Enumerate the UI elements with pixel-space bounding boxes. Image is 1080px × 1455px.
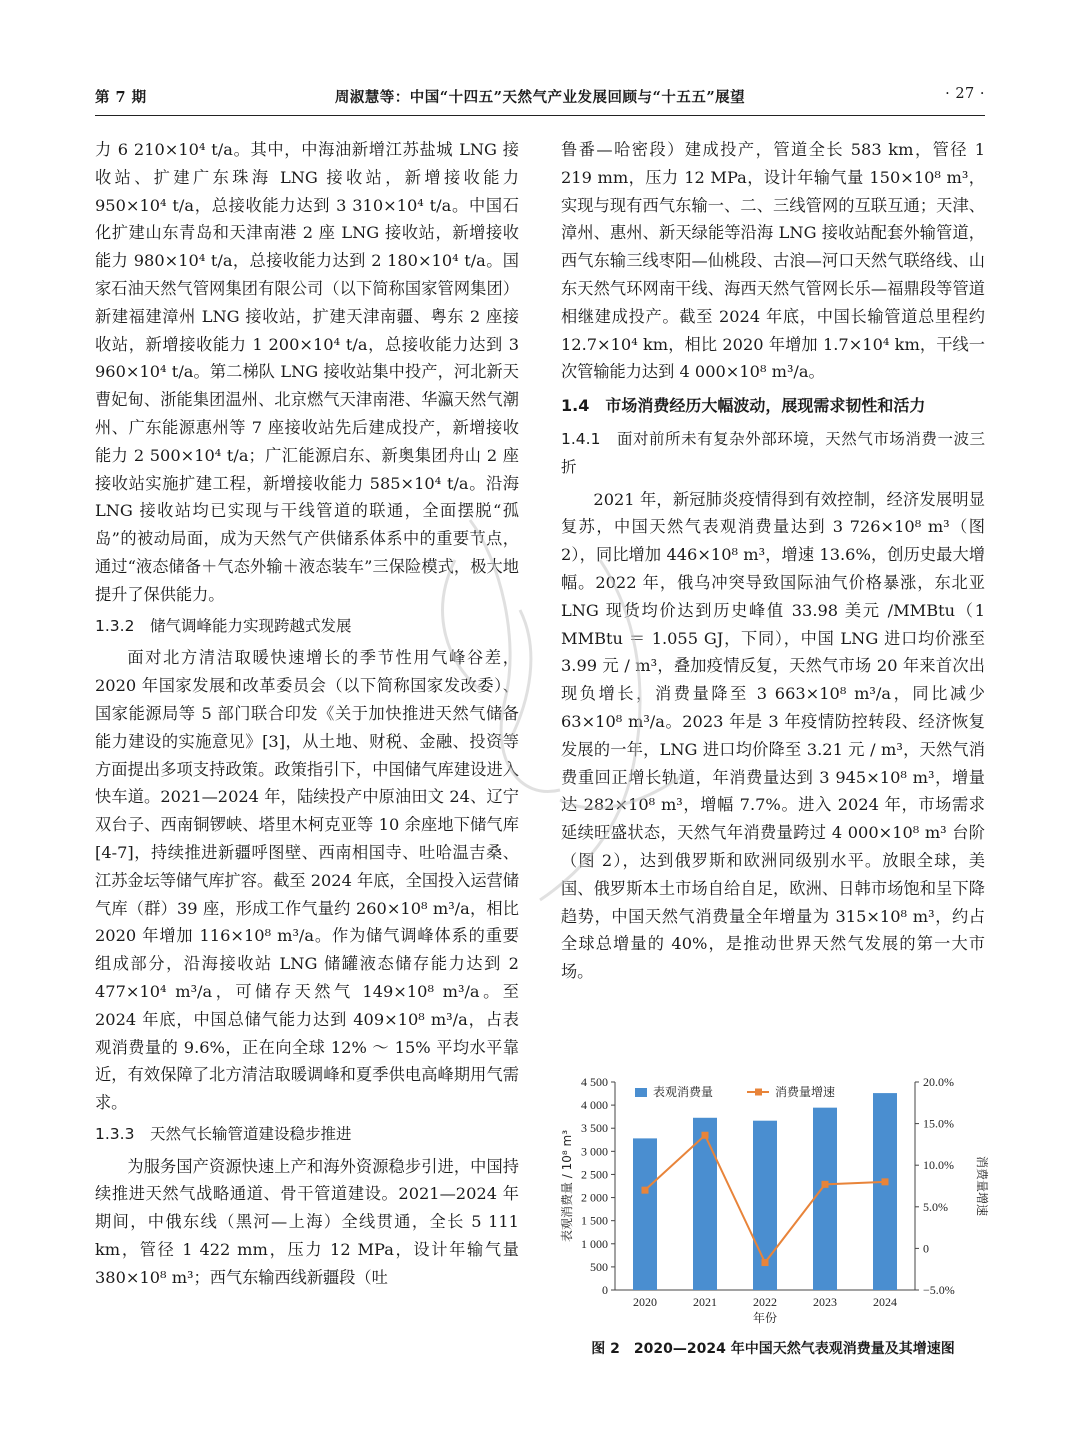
paragraph: 力 6 210×10⁴ t/a。其中，中海油新增江苏盐城 LNG 接收站、扩建广东珠海 LNG 接收站，新增接收能力 950×10⁴ t/a，总接收能力达到 3 310×10⁴ t/a。中国石化扩建山东青岛和天津南港 2 座 LNG 接收站，新增接收能力 980×10⁴ t/a，总接收能力达到 2 180×10⁴ t/a。国家石油天然气管网集团有限公司（以下简称国家管网集团）新建福建漳州 LNG 接收站，扩建天津南疆、粤东 2 座接收站，新增接收能力 1 200×10⁴ t/a，总接收能力达到 3 960×10⁴ t/a。第二梯队 LNG 接收站集中投产，河北新天曹妃甸、浙能集团温州、北京燃气天津南港、华瀛天然气潮州、广东能源惠州等 7 座接收站先后建成投产，新增接收能力 2 500×10⁴ t/a；广汇能源启东、新奥集团舟山 2 座接收站实施扩建工程，新增接收能力 585×10⁴ t/a。沿海 LNG 接收站均已实现与干线管道的联通，全面摆脱“孤岛”的被动局面，成为天然气产供储系体系中的重要节点，通过“液态储备＋气态外输＋液态装车”三保险模式，极大地提升了保供能力。 <box>95 140 519 604</box>
y-tick-label: 3 000 <box>581 1144 608 1159</box>
y2-axis-title: 消费量增速 <box>975 1155 989 1217</box>
y-tick-label: 4 500 <box>581 1075 608 1089</box>
right-column <box>561 136 985 986</box>
header-rule <box>95 115 985 116</box>
y2-tick-label: 5.0% <box>923 1199 948 1214</box>
y-tick-label: 1 500 <box>581 1213 608 1228</box>
figure-caption-text: 2020—2024 年中国天然气表观消费量及其增速图 <box>633 1341 955 1357</box>
legend-line-label: 消费量增速 <box>775 1085 836 1099</box>
y-axis-title: 表观消费量 / 10⁸ m³ <box>560 1129 574 1243</box>
x-tick-label: 2022 <box>753 1295 777 1309</box>
y2-tick-label: 0 <box>923 1241 929 1256</box>
section-heading-1-4-1: 1.4.1 面对前所未有复杂外部环境，天然气市场消费一波三折 <box>561 429 985 476</box>
y2-tick-label: −5.0% <box>923 1283 955 1297</box>
y-tick-label: 3 500 <box>581 1121 608 1136</box>
y-tick-label: 0 <box>602 1283 608 1297</box>
x-tick-label: 2020 <box>633 1295 657 1309</box>
bar <box>633 1138 657 1290</box>
y-tick-label: 1 000 <box>581 1236 608 1251</box>
figure-2-chart <box>553 1068 993 1348</box>
paragraph: 2021 年，新冠肺炎疫情得到有效控制，经济发展明显复苏，中国天然气表观消费量达到 3 726×10⁸ m³（图 2），同比增加 446×10⁸ m³，增速 13.6%，创历史最大增幅。2022 年，俄乌冲突导致国际油气价格暴涨，东北亚 LNG 现货均价达到历史峰值 33.98 美元 /MMBtu（1 MMBtu ＝ 1.055 GJ，下同），中国 LNG 进口均价涨至 3.99 元 / m³，叠加疫情反复，天然气市场 20 年来首次出现负增长，消费量降至 3 663×10⁸ m³/a，同比减少 63×10⁸ m³/a。2023 年是 3 年疫情防控转段、经济恢复发展的一年，LNG 进口均价降至 3.21 元 / m³，天然气消费重回正增长轨道，年消费量达到 3 945×10⁸ m³，增量达 282×10⁸ m³，增幅 7.7%。进入 2024 年，市场需求延续旺盛状态，天然气年消费量跨过 4 000×10⁸ m³ 台阶（图 2），达到俄罗斯和欧洲同级别水平。放眼全球，美国、俄罗斯本土市场自给自足，欧洲、日韩市场饱和呈下降趋势，中国天然气消费量全年增量为 315×10⁸ m³，约占全球总增量的 40%，是推动世界天然气发展的第一大市场。 <box>561 489 985 982</box>
x-tick-label: 2021 <box>693 1295 717 1309</box>
legend-bar-label: 表观消费量 <box>653 1085 714 1099</box>
x-tick-label: 2023 <box>813 1295 837 1309</box>
y-tick-label: 2 500 <box>581 1167 608 1182</box>
section-heading-1-4: 1.4 市场消费经历大幅波动，展现需求韧性和活力 <box>561 396 926 416</box>
issue-number: 第 7 期 <box>95 89 147 106</box>
bar <box>813 1108 837 1290</box>
legend-bar-swatch <box>635 1088 647 1097</box>
chart-svg <box>553 1068 993 1348</box>
growth-point <box>642 1187 649 1194</box>
growth-point <box>822 1181 829 1188</box>
y2-tick-label: 15.0% <box>923 1116 954 1131</box>
bar <box>873 1093 897 1290</box>
y-tick-label: 2 000 <box>581 1190 608 1205</box>
growth-point <box>882 1178 889 1185</box>
section-heading-1-3-3: 1.3.3 天然气长输管道建设稳步推进 <box>95 1124 352 1143</box>
y2-tick-label: 10.0% <box>923 1158 954 1173</box>
figure-caption <box>561 1338 985 1358</box>
growth-point <box>762 1259 769 1266</box>
paragraph: 为服务国产资源快速上产和海外资源稳步引进，中国持续推进天然气战略通道、骨干管道建设。2021—2024 年期间，中俄东线（黑河—上海）全线贯通，全长 5 111 km，管径 1 422 mm，压力 12 MPa，设计年输气量 380×10⁸ m³；西气东输西线新疆段（吐 <box>95 1156 519 1287</box>
growth-point <box>702 1132 709 1139</box>
y2-tick-label: 20.0% <box>923 1075 954 1089</box>
legend-line-marker <box>755 1089 762 1096</box>
paragraph: 鲁番—哈密段）建成投产，管道全长 583 km，管径 1 219 mm，压力 12 MPa，设计年输气量 150×10⁸ m³，实现与现有西气东输一、二、三线管网的互联互通；天津、漳州、惠州、新天绿能等沿海 LNG 接收站配套外输管道，西气东输三线枣阳—仙桃段、古浪—河口天然气联络线、山东天然气环网南干线、海西天然气管网长乐—福鼎段等管道相继建成投产。截至 2024 年底，中国长输管道总里程约 12.7×10⁴ km，相比 2020 年增加 1.7×10⁴ km，干线一次管输能力达到 4 000×10⁸ m³/a。 <box>561 140 985 382</box>
figure-label: 图 2 <box>591 1341 620 1357</box>
x-axis-title: 年份 <box>752 1311 778 1325</box>
section-heading-1-3-2: 1.3.2 储气调峰能力实现跨越式发展 <box>95 616 352 635</box>
left-column <box>95 136 519 1292</box>
y-tick-label: 4 000 <box>581 1098 608 1113</box>
running-title: 周淑慧等：中国“十四五”天然气产业发展回顾与“十五五”展望 <box>334 89 746 106</box>
paragraph: 面对北方清洁取暖快速增长的季节性用气峰谷差，2020 年国家发展和改革委员会（以下简称国家发改委）、国家能源局等 5 部门联合印发《关于加快推进天然气储备能力建设的实施意见》[3]，从土地、财税、金融、投资等方面提出多项支持政策。政策指引下，中国储气库建设进入快车道。2021—2024 年，陆续投产中原油田文 24、辽宁双台子、西南铜锣峡、塔里木柯克亚等 10 余座地下储气库 [4-7]，持续推进新疆呼图壁、西南相国寺、吐哈温吉桑、江苏金坛等储气库扩容。截至 2024 年底，全国投入运营储气库（群）39 座，形成工作气量约 260×10⁸ m³/a，相比 2020 年增加 116×10⁸ m³/a。作为储气调峰体系的重要组成部分，沿海接收站 LNG 储罐液态储存能力达到 2 477×10⁴ m³/a，可储存天然气 149×10⁸ m³/a。至 2024 年底，中国总储气能力达到 409×10⁸ m³/a，占表观消费量的 9.6%，正在向全球 12% ～ 15% 平均水平靠近，有效保障了北方清洁取暖调峰和夏季供电高峰期用气需求。 <box>95 648 519 1113</box>
y-tick-label: 500 <box>590 1259 608 1274</box>
page-number: · 27 · <box>945 86 985 102</box>
x-tick-label: 2024 <box>873 1295 897 1309</box>
